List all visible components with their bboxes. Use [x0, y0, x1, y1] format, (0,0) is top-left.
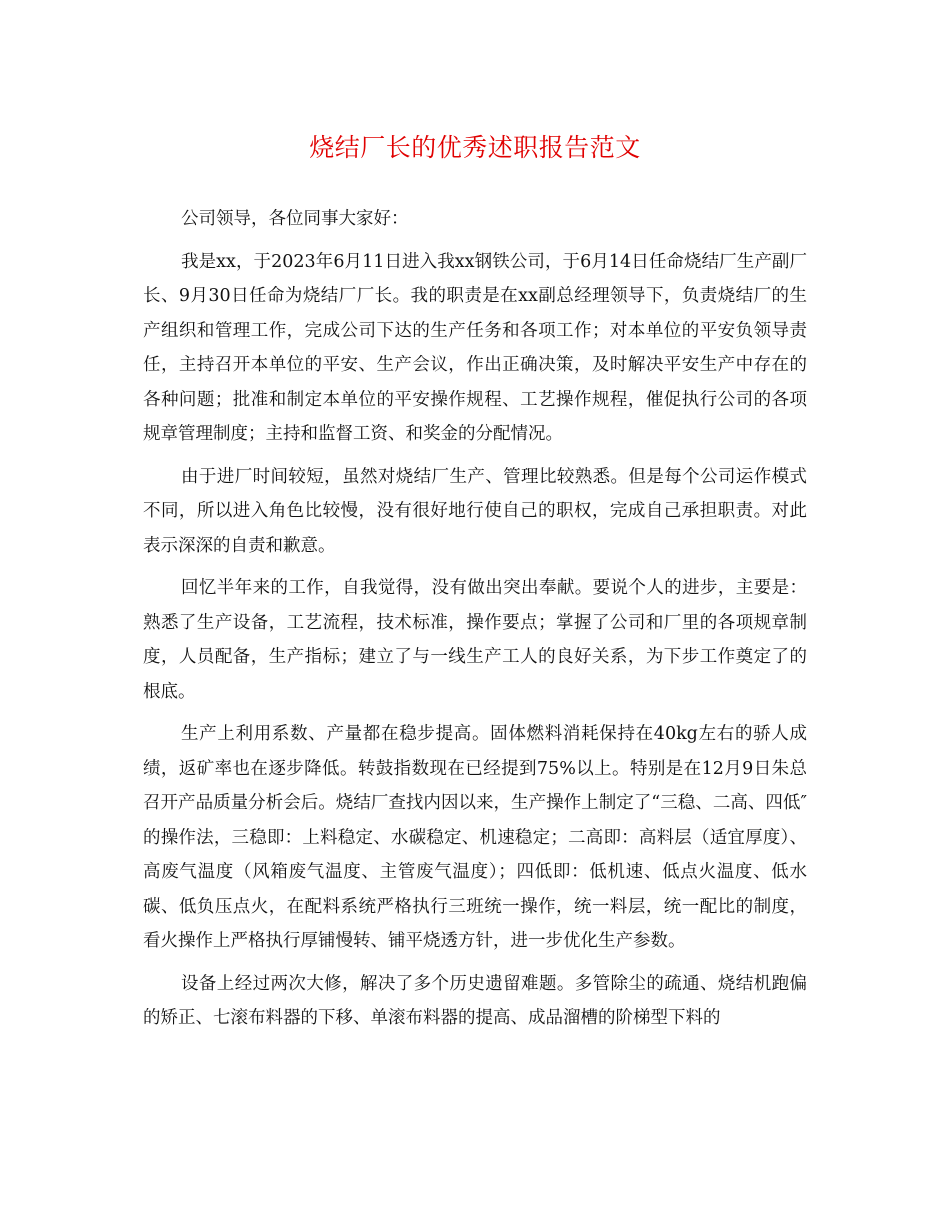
- paragraph-equipment-repairs: 设备上经过两次大修，解决了多个历史遗留难题。多管除尘的疏通、烧结机跑偏的矫正、七滚布料器的下移、单滚布料器的提高、成品溜槽的阶梯型下料的: [143, 973, 807, 1028]
- paragraph-production-results: 生产上利用系数、产量都在稳步提高。固体燃料消耗保持在40kg左右的骄人成绩，返矿率也在逐步降低。转鼓指数现在已经提到75%以上。特别是在12月9日朱总召开产品质量分析会后。烧结厂查找内因以来，生产操作上制定了“三稳、二高、四低″的操作法，三稳即：上料稳定、水碳稳定、机速稳定；二高即：高料层（适宜厚度）、高废气温度（风箱废气温度、主管废气温度）；四低即：低机速、低点火温度、低水碳、低负压点火，在配料系统严格执行三班统一操作，统一料层，统一配比的制度，看火操作上严格执行厚铺慢转、铺平烧透方针，进一步优化生产参数。: [143, 724, 807, 951]
- document-title: 烧结厂长的优秀述职报告范文: [309, 133, 641, 162]
- paragraph-self-reflection: 由于进厂时间较短，虽然对烧结厂生产、管理比较熟悉。但是每个公司运作模式不同，所以进入角色比较慢，没有很好地行使自己的职权，完成自己承担职责。对此表示深深的自责和歉意。: [143, 466, 807, 556]
- paragraph-greeting: 公司领导，各位同事大家好：: [181, 209, 409, 229]
- paragraph-progress-review: 回忆半年来的工作，自我觉得，没有做出突出奉献。要说个人的进步，主要是：熟悉了生产设备，工艺流程，技术标准，操作要点；掌握了公司和厂里的各项规章制度，人员配备，生产指标；建立了与一线生产工人的良好关系，为下步工作奠定了的根底。: [143, 578, 807, 702]
- document-body: [143, 202, 807, 1044]
- paragraph-introduction: 我是xx，于2023年6月11日进入我xx钢铁公司，于6月14日任命烧结厂生产副厂长、9月30日任命为烧结厂厂长。我的职责是在xx副总经理领导下，负责烧结厂的生产组织和管理工作，完成公司下达的生产任务和各项工作；对本单位的平安负领导责任，主持召开本单位的平安、生产会议，作出正确决策，及时解决平安生产中存在的各种问题；批准和制定本单位的平安操作规程、工艺操作规程，催促执行公司的各项规章管理制度；主持和监督工资、和奖金的分配情况。: [143, 251, 807, 444]
